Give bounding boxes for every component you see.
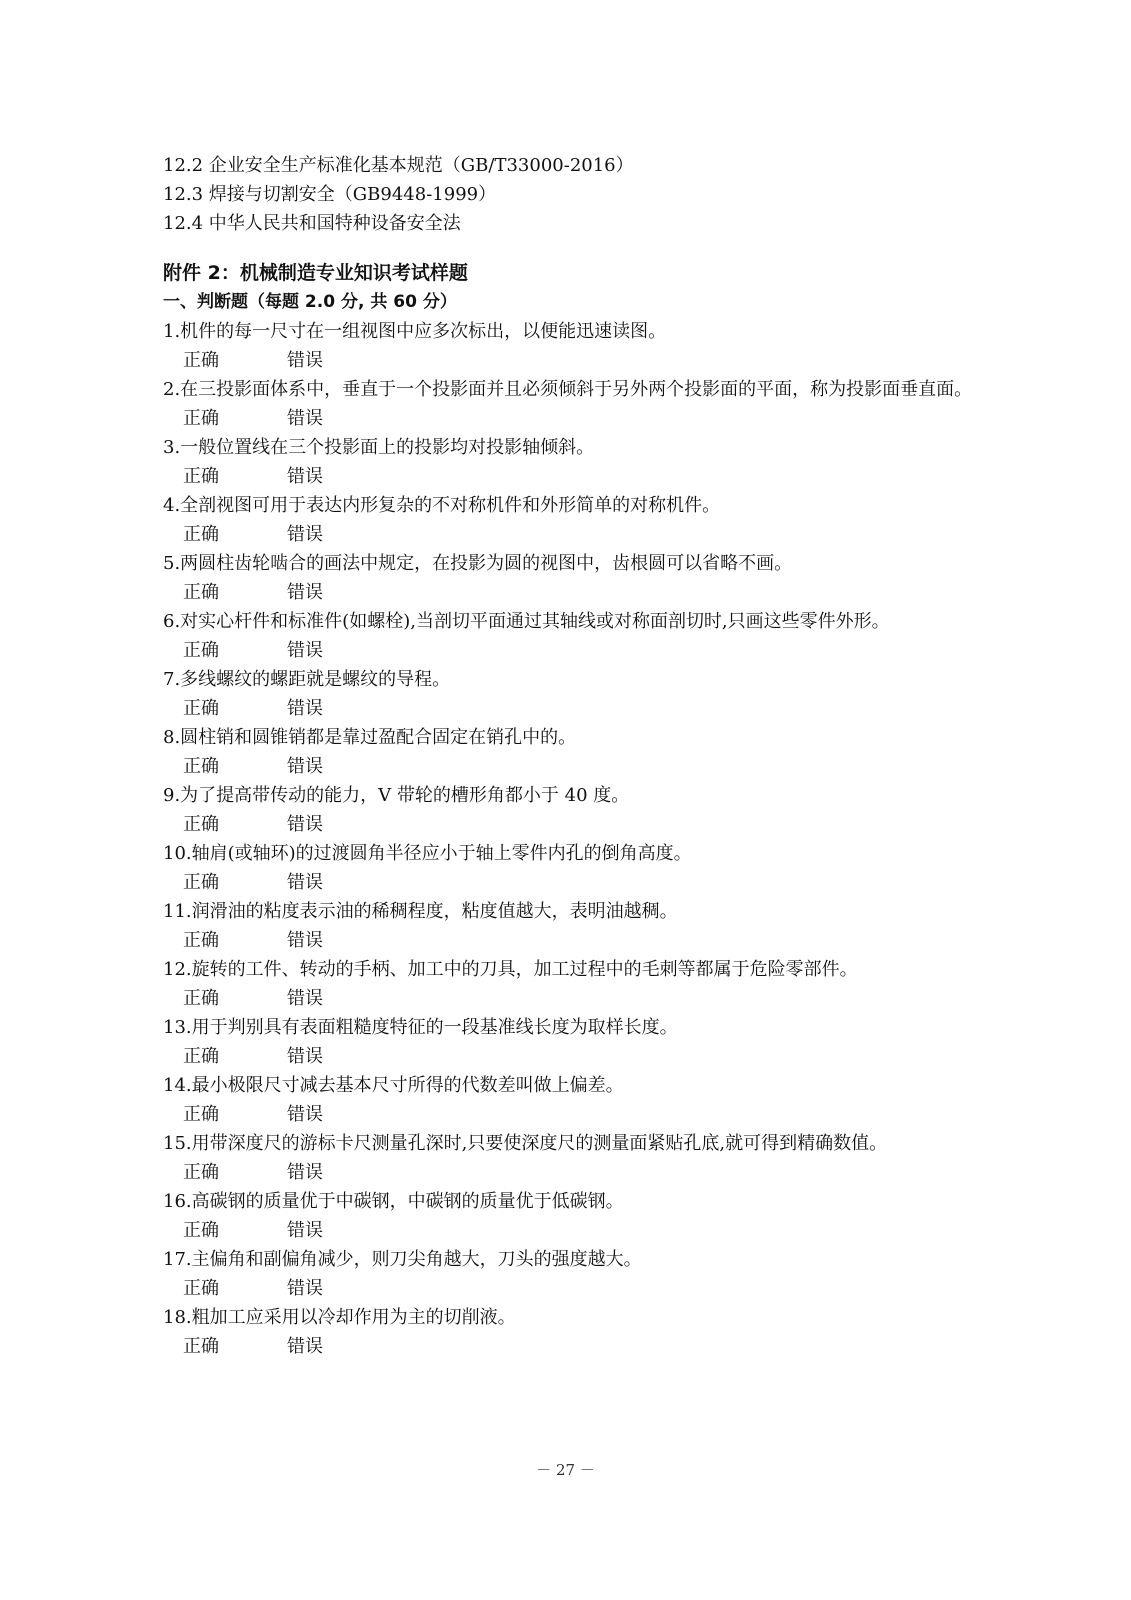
option-true: 正确	[183, 872, 219, 893]
section-title: 一、判断题（每题 2.0 分, 共 60 分）	[163, 292, 457, 312]
answer-options	[163, 636, 998, 665]
answer-options	[163, 752, 998, 781]
option-true: 正确	[183, 1278, 219, 1299]
question-item	[163, 317, 998, 375]
option-false: 错误	[287, 698, 323, 719]
question-text: 12.旋转的工件、转动的手柄、加工中的刀具，加工过程中的毛刺等都属于危险零部件。	[163, 959, 858, 980]
question-item	[163, 897, 998, 955]
option-true: 正确	[183, 350, 219, 371]
answer-options	[163, 868, 998, 897]
question-text: 6.对实心杆件和标准件(如螺栓),当剖切平面通过其轴线或对称面剖切时,只画这些零件外形。	[163, 611, 890, 632]
question-text: 16.高碳钢的质量优于中碳钢，中碳钢的质量优于低碳钢。	[163, 1191, 624, 1212]
question-item	[163, 433, 998, 491]
question-text: 3.一般位置线在三个投影面上的投影均对投影轴倾斜。	[163, 437, 595, 458]
question-item	[163, 665, 998, 723]
question-text: 10.轴肩(或轴环)的过渡圆角半径应小于轴上零件内孔的倒角高度。	[163, 843, 692, 864]
question-text: 13.用于判别具有表面粗糙度特征的一段基准线长度为取样长度。	[163, 1017, 678, 1038]
reference-item: 12.2 企业安全生产标准化基本规范（GB/T33000-2016）	[163, 155, 634, 176]
option-false: 错误	[287, 408, 323, 429]
option-false: 错误	[287, 1104, 323, 1125]
option-true: 正确	[183, 988, 219, 1009]
option-false: 错误	[287, 466, 323, 487]
option-true: 正确	[183, 1220, 219, 1241]
question-item	[163, 1245, 998, 1303]
question-text: 18.粗加工应采用以冷却作用为主的切削液。	[163, 1307, 516, 1328]
option-false: 错误	[287, 756, 323, 777]
question-item	[163, 549, 998, 607]
question-item	[163, 839, 998, 897]
answer-options	[163, 1158, 998, 1187]
answer-options	[163, 694, 998, 723]
answer-options	[163, 1274, 998, 1303]
option-true: 正确	[183, 698, 219, 719]
option-true: 正确	[183, 1104, 219, 1125]
option-true: 正确	[183, 408, 219, 429]
option-false: 错误	[287, 872, 323, 893]
appendix-title: 附件 2：机械制造专业知识考试样题	[163, 262, 468, 284]
question-item	[163, 375, 998, 433]
option-false: 错误	[287, 1278, 323, 1299]
answer-options	[163, 462, 998, 491]
option-true: 正确	[183, 466, 219, 487]
answer-options	[163, 926, 998, 955]
question-item	[163, 1303, 998, 1361]
answer-options	[163, 984, 998, 1013]
option-true: 正确	[183, 756, 219, 777]
question-list	[163, 317, 998, 1361]
answer-options	[163, 1042, 998, 1071]
option-true: 正确	[183, 640, 219, 661]
page-number: － 27 －	[536, 1461, 595, 1479]
question-item	[163, 1129, 998, 1187]
option-true: 正确	[183, 814, 219, 835]
answer-options	[163, 346, 998, 375]
option-true: 正确	[183, 524, 219, 545]
question-item	[163, 1187, 998, 1245]
answer-options	[163, 810, 998, 839]
question-text: 5.两圆柱齿轮啮合的画法中规定，在投影为圆的视图中，齿根圆可以省略不画。	[163, 553, 793, 574]
option-false: 错误	[287, 582, 323, 603]
option-false: 错误	[287, 350, 323, 371]
question-item	[163, 781, 998, 839]
reference-list	[163, 151, 998, 238]
option-false: 错误	[287, 1162, 323, 1183]
question-item	[163, 955, 998, 1013]
option-true: 正确	[183, 1046, 219, 1067]
question-item	[163, 491, 998, 549]
question-item	[163, 1013, 998, 1071]
question-item	[163, 1071, 998, 1129]
question-text: 8.圆柱销和圆锥销都是靠过盈配合固定在销孔中的。	[163, 727, 577, 748]
reference-item: 12.3 焊接与切割安全（GB9448-1999）	[163, 184, 497, 205]
option-false: 错误	[287, 1046, 323, 1067]
question-text: 9.为了提高带传动的能力，V 带轮的槽形角都小于 40 度。	[163, 785, 630, 806]
question-text: 1.机件的每一尺寸在一组视图中应多次标出，以便能迅速读图。	[163, 321, 667, 342]
question-text: 15.用带深度尺的游标卡尺测量孔深时,只要使深度尺的测量面紧贴孔底,就可得到精确数值。	[163, 1133, 888, 1154]
question-text: 2.在三投影面体系中，垂直于一个投影面并且必须倾斜于另外两个投影面的平面，称为投影面垂直面。	[163, 379, 973, 400]
question-text: 7.多线螺纹的螺距就是螺纹的导程。	[163, 669, 451, 690]
option-false: 错误	[287, 1336, 323, 1357]
question-text: 4.全剖视图可用于表达内形复杂的不对称机件和外形简单的对称机件。	[163, 495, 721, 516]
option-true: 正确	[183, 582, 219, 603]
option-true: 正确	[183, 1162, 219, 1183]
answer-options	[163, 1100, 998, 1129]
answer-options	[163, 578, 998, 607]
question-text: 17.主偏角和副偏角减少，则刀尖角越大，刀头的强度越大。	[163, 1249, 642, 1270]
question-item	[163, 723, 998, 781]
option-false: 错误	[287, 814, 323, 835]
answer-options	[163, 520, 998, 549]
option-false: 错误	[287, 524, 323, 545]
question-text: 11.润滑油的粘度表示油的稀稠程度，粘度值越大，表明油越稠。	[163, 901, 678, 922]
answer-options	[163, 404, 998, 433]
option-true: 正确	[183, 1336, 219, 1357]
option-false: 错误	[287, 988, 323, 1009]
page-content	[163, 151, 998, 1361]
option-true: 正确	[183, 930, 219, 951]
question-item	[163, 607, 998, 665]
question-text: 14.最小极限尺寸减去基本尺寸所得的代数差叫做上偏差。	[163, 1075, 624, 1096]
answer-options	[163, 1216, 998, 1245]
option-false: 错误	[287, 640, 323, 661]
reference-item: 12.4 中华人民共和国特种设备安全法	[163, 213, 461, 234]
option-false: 错误	[287, 1220, 323, 1241]
option-false: 错误	[287, 930, 323, 951]
answer-options	[163, 1332, 998, 1361]
